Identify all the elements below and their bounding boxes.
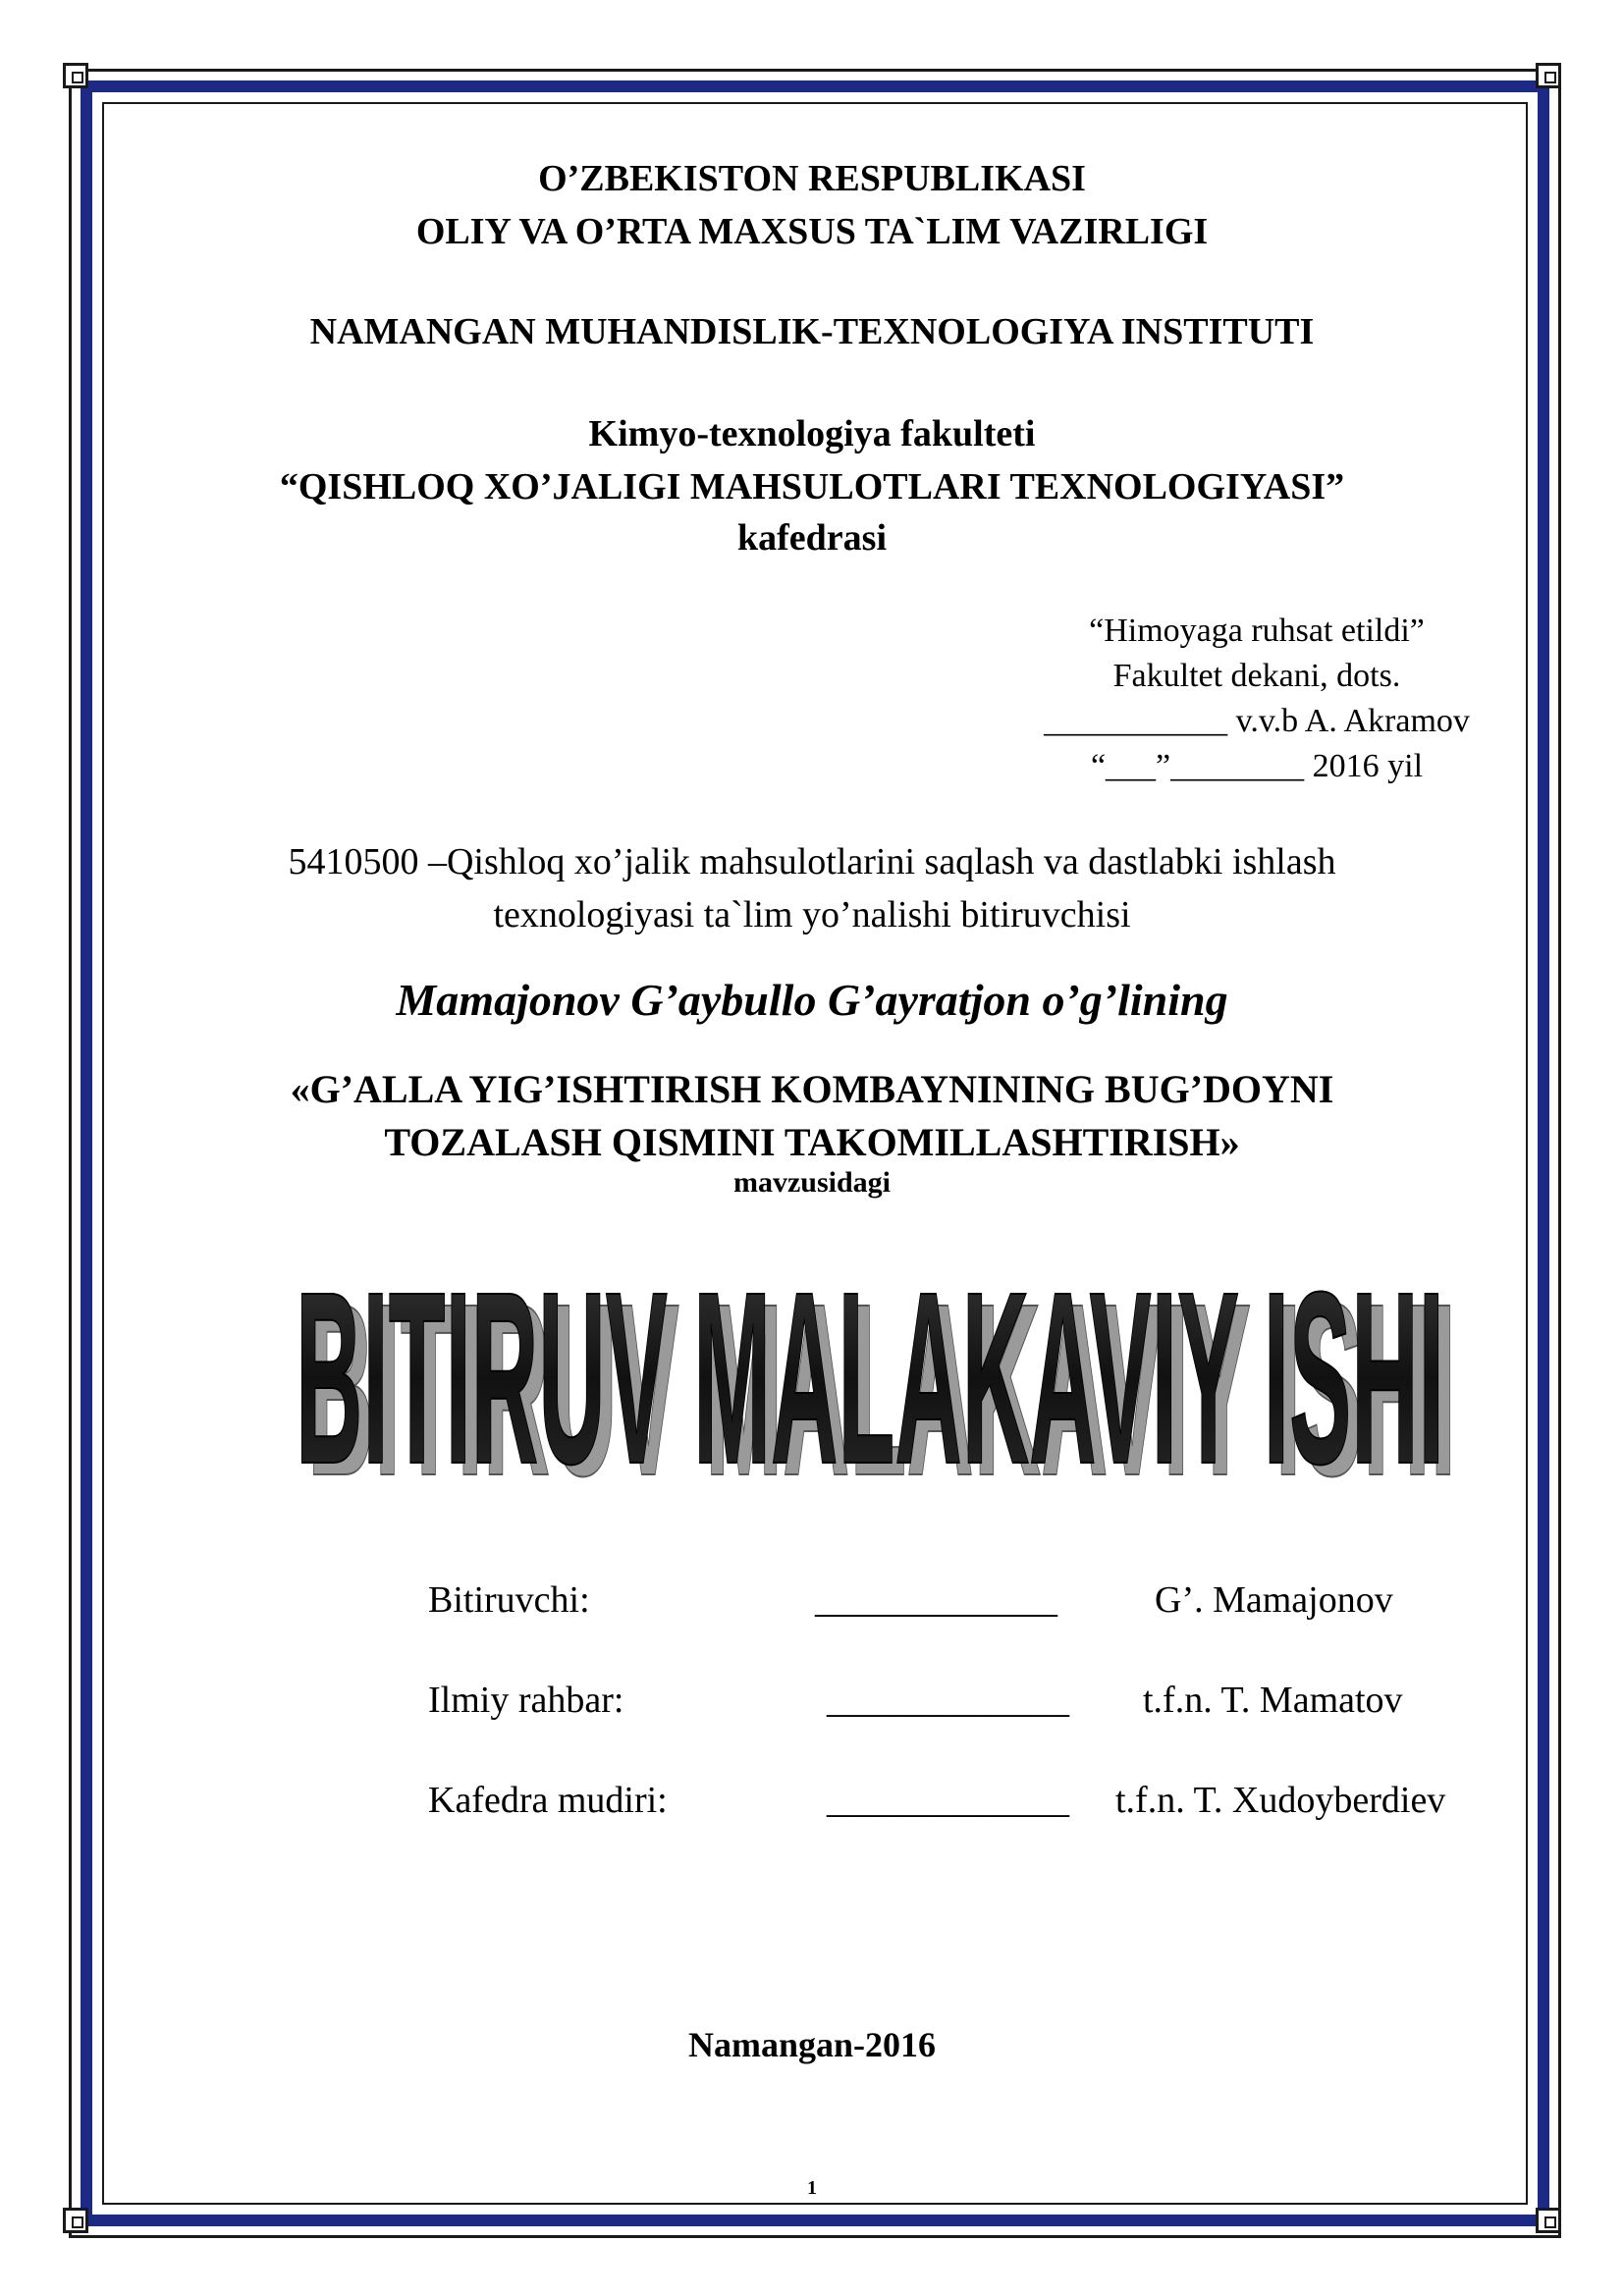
approval-signer: ___________ v.v.b A. Akramov (1044, 703, 1470, 739)
student-name: Mamajonov G’aybullo G’ayratjon o’g’lining (396, 975, 1228, 1025)
department-suffix: kafedrasi (737, 517, 887, 559)
supervisor-label: Ilmiy rahbar: (428, 1680, 624, 1721)
page-number: 1 (807, 2177, 817, 2199)
topic-line-2: TOZALASH QISMINI TAKOMILLASHTIRISH» (384, 1120, 1240, 1164)
supervisor-signature-line: _____________ (827, 1680, 1069, 1721)
specialty-line-2: texnologiyasi ta`lim yo’nalishi bitiruvchisi (493, 894, 1131, 935)
faculty-heading: Kimyo-texnologiya fakulteti (588, 413, 1036, 454)
republic-heading: O’ZBEKISTON RESPUBLIKASI (538, 158, 1086, 199)
topic-suffix: mavzusidagi (732, 1166, 892, 1199)
head-of-department-label: Kafedra mudiri: (428, 1780, 668, 1821)
wordart-shadow: BITIRUV MALAKAVIY ISHI (307, 1253, 1456, 1502)
graduate-label: Bitiruvchi: (428, 1579, 590, 1621)
approval-position: Fakultet dekani, dots. (1112, 658, 1401, 694)
department-heading: “QISHLOQ XO’JALIGI MAHSULOTLARI TEXNOLOGIYASI” (279, 466, 1345, 507)
specialty-line-1: 5410500 –Qishloq xo’jalik mahsulotlarini saqlash va dastlabki ishlash (288, 841, 1336, 882)
border-corner-ornament (63, 63, 88, 88)
head-of-department-name: t.f.n. T. Xudoyberdiev (1115, 1780, 1446, 1821)
city-year: Namangan-2016 (687, 2025, 937, 2064)
ministry-heading: OLIY VA O’RTA MAXSUS TA`LIM VAZIRLIGI (415, 211, 1209, 252)
wordart-text: BITIRUV MALAKAVIY ISHI (296, 1241, 1444, 1502)
approval-date: “___”________ 2016 yil (1090, 748, 1424, 784)
head-of-department-signature-line: _____________ (827, 1780, 1069, 1821)
border-corner-ornament (1536, 2208, 1561, 2233)
topic-line-1: «G’ALLA YIG’ISHTIRISH KOMBAYNINING BUG’DOYNI (290, 1067, 1334, 1111)
border-corner-ornament (63, 2208, 88, 2233)
graduate-name: G’. Mamajonov (1155, 1579, 1393, 1621)
border-corner-ornament (1536, 63, 1561, 88)
thesis-title-wordart (285, 1217, 1463, 1502)
graduate-signature-line: _____________ (815, 1579, 1057, 1621)
approval-title: “Himoyaga ruhsat etildi” (1089, 613, 1425, 649)
institute-heading: NAMANGAN MUHANDISLIK-TEXNOLOGIYA INSTITUTI (309, 311, 1315, 352)
supervisor-name: t.f.n. T. Mamatov (1143, 1680, 1403, 1721)
